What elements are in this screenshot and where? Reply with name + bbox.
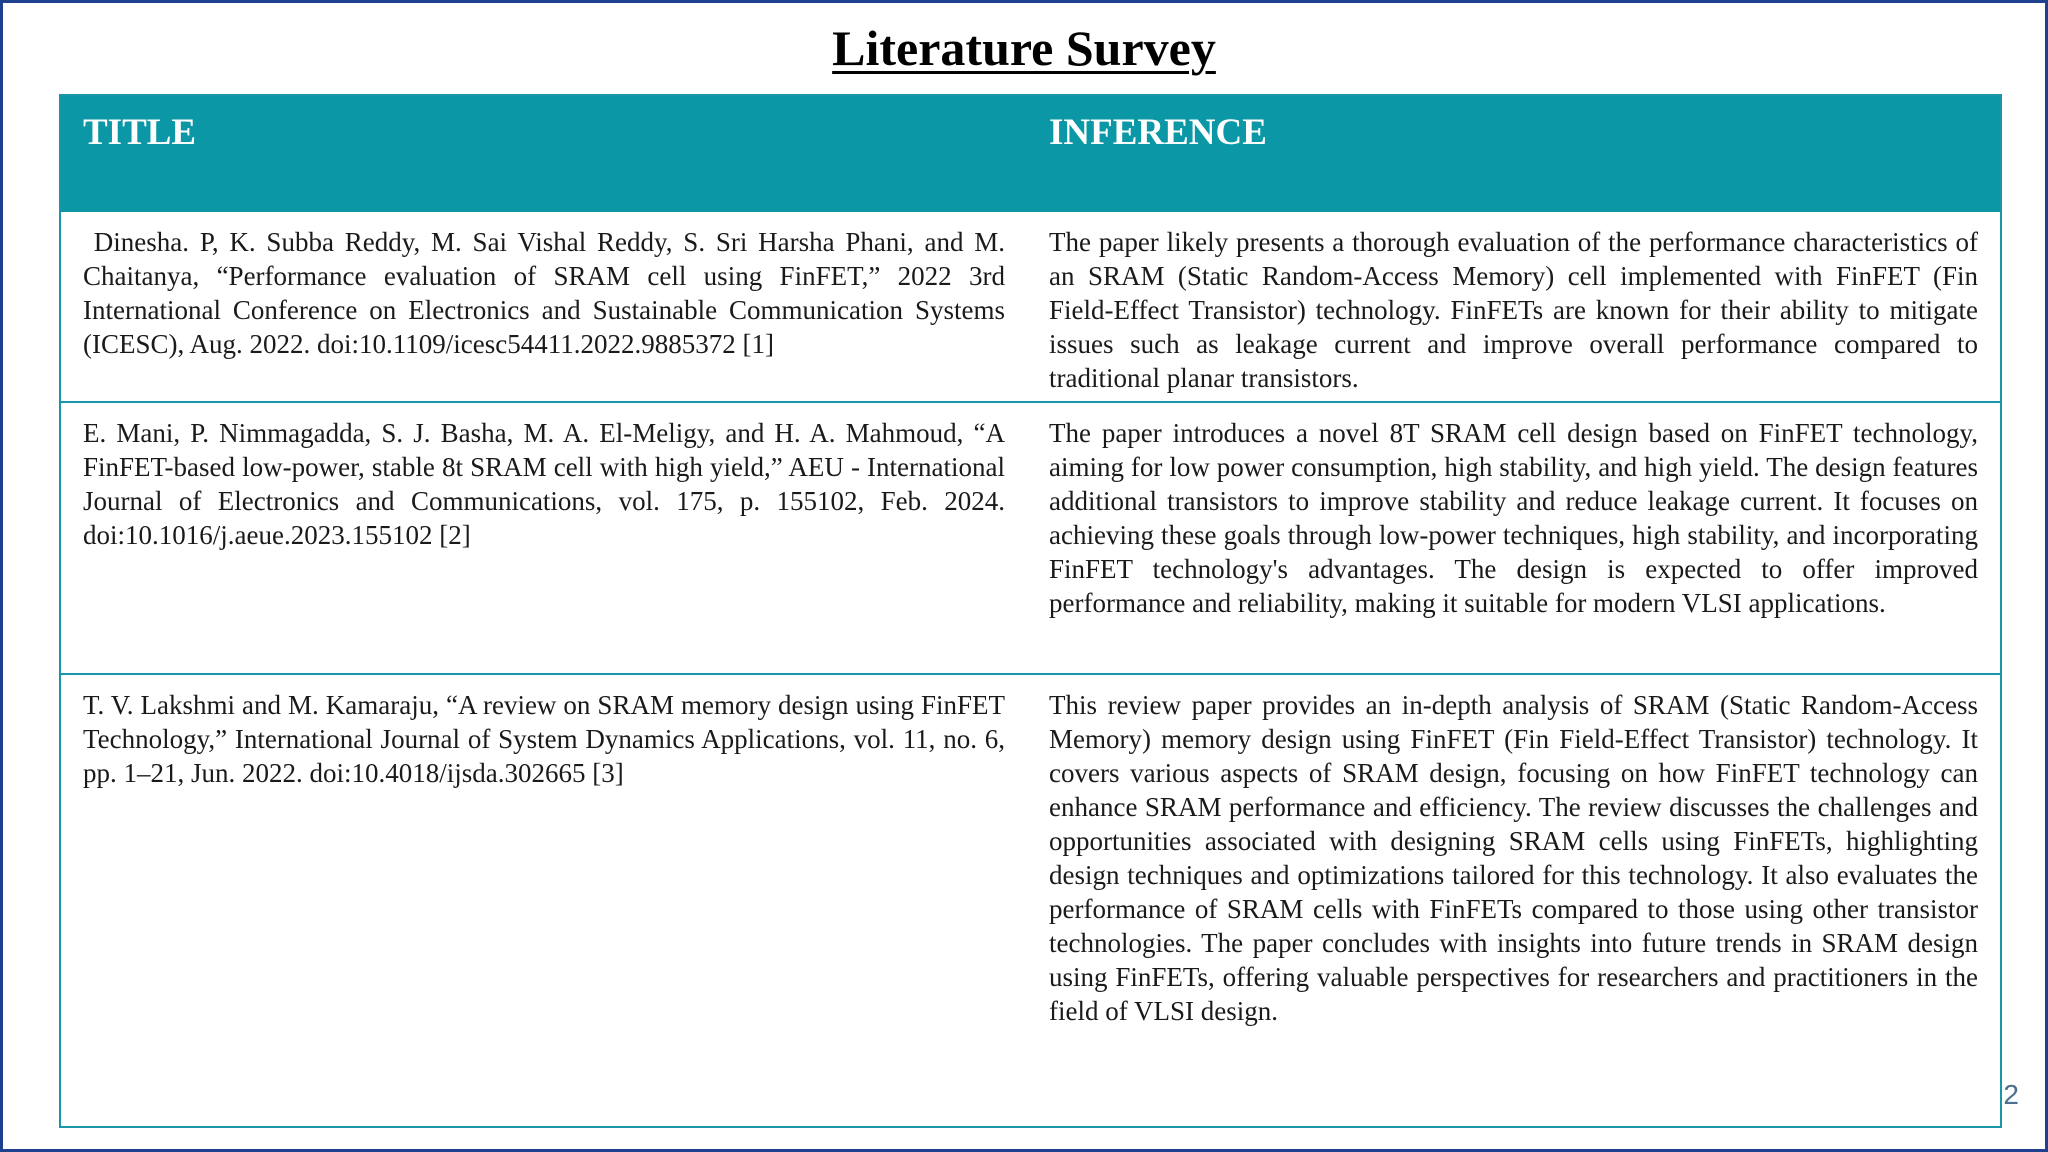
- inference-cell: This review paper provides an in-depth analysis of SRAM (Static Random-Access Memory) memory design using FinFET (Fin Field-Effect Transistor) technology. It covers various aspects of SRAM design, focusing on how FinFET technology can enhance SRAM performance and efficiency. The review discusses the challenges and opportunities associated with designing SRAM cells using FinFETs, highlighting design techniques and optimizations tailored for this technology. It also evaluates the performance of SRAM cells with FinFETs compared to those using other transistor technologies. The paper concludes with insights into future trends in SRAM design using FinFETs, offering valuable perspectives for researchers and practitioners in the field of VLSI design.: [1027, 674, 2001, 1127]
- table-row: [60, 402, 2001, 674]
- table-row: [60, 674, 2001, 1127]
- inference-cell: The paper introduces a novel 8T SRAM cell design based on FinFET technology, aiming for low power consumption, high stability, and high yield. The design features additional transistors to improve stability and reduce leakage current. It focuses on achieving these goals through low-power techniques, high stability, and incorporating FinFET technology's advantages. The design is expected to offer improved performance and reliability, making it suitable for modern VLSI applications.: [1027, 402, 2001, 674]
- header-inference: INFERENCE: [1027, 95, 2001, 212]
- page-number: 2: [2003, 1079, 2019, 1110]
- reference-title-cell: E. Mani, P. Nimmagadda, S. J. Basha, M. A. El-Meligy, and H. A. Mahmoud, “A FinFET-based low-power, stable 8t SRAM cell with high yield,” AEU - International Journal of Electronics and Communications, vol. 175, p. 155102, Feb. 2024. doi:10.1016/j.aeue.2023.155102 [2]: [60, 402, 1027, 674]
- slide-title: Literature Survey: [832, 20, 1216, 76]
- inference-cell: The paper likely presents a thorough evaluation of the performance characteristics of an SRAM (Static Random-Access Memory) cell implemented with FinFET (Fin Field-Effect Transistor) technology. FinFETs are known for their ability to mitigate issues such as leakage current and improve overall performance compared to traditional planar transistors.: [1049, 227, 1978, 393]
- table-row: [60, 212, 2001, 402]
- reference-title-cell: Dinesha. P, K. Subba Reddy, M. Sai Vishal Reddy, S. Sri Harsha Phani, and M. Chaitanya, “Performance evaluation of SRAM cell using FinFET,” 2022 3rd International Conference on Electronics and Sustainable Communication Systems (ICESC), Aug. 2022. doi:10.1109/icesc54411.2022.9885372 [1]: [83, 227, 1012, 359]
- literature-survey-table: [59, 94, 2002, 1128]
- header-title: TITLE: [60, 95, 1027, 212]
- reference-title-cell: T. V. Lakshmi and M. Kamaraju, “A review on SRAM memory design using FinFET Technology,” International Journal of System Dynamics Applications, vol. 11, no. 6, pp. 1–21, Jun. 2022. doi:10.4018/ijsda.302665 [3]: [60, 674, 1027, 1127]
- table-header-row: [60, 95, 2001, 212]
